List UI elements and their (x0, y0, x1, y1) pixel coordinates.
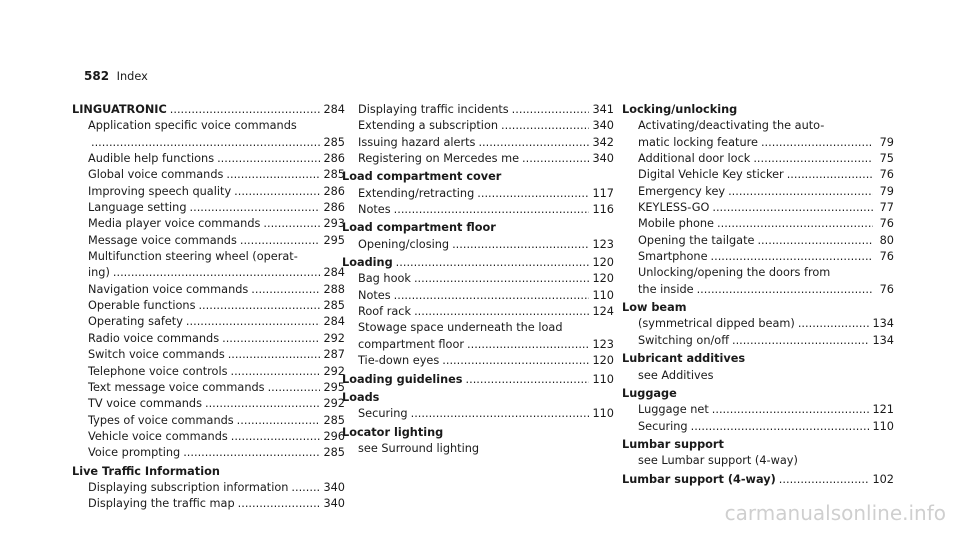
entry-text: Loading (342, 256, 393, 270)
index-subentry[interactable] (342, 337, 614, 353)
entry-text: Navigation voice commands (88, 282, 249, 296)
index-subentry[interactable] (72, 282, 345, 298)
entry-text: Bag hook (358, 272, 411, 286)
dot-leader (198, 298, 320, 314)
dot-leader (222, 331, 320, 347)
dot-leader (226, 167, 320, 183)
entry-text: Radio voice commands (88, 331, 220, 345)
entry-text: matic locking feature (638, 135, 758, 149)
dot-leader (291, 480, 320, 496)
dot-leader (477, 186, 589, 202)
index-heading (342, 390, 614, 406)
index-subentry[interactable] (72, 151, 345, 167)
entry-text: Additional door lock (638, 152, 751, 166)
entry-text: Lumbar support (622, 437, 724, 451)
dot-leader (711, 249, 873, 265)
index-subentry[interactable] (622, 216, 894, 232)
page-reference[interactable]: 285 (323, 299, 345, 313)
dot-leader (231, 429, 321, 445)
entry-text: Loads (342, 390, 380, 404)
entry-text: Voice prompting (88, 446, 181, 460)
dot-leader (753, 151, 873, 167)
entry-text: Types of voice commands (88, 413, 234, 427)
entry-text: Application specific voice commands (88, 119, 297, 133)
index-subentry[interactable] (72, 496, 345, 512)
page-reference[interactable]: 286 (323, 152, 345, 166)
index-heading (72, 464, 345, 480)
index-subentry[interactable] (342, 202, 614, 218)
page-reference[interactable]: 293 (323, 217, 345, 231)
entry-text: Lumbar support (4-way) (622, 472, 776, 486)
page-reference[interactable]: 292 (323, 397, 345, 411)
index-column-2 (342, 102, 614, 457)
page-reference[interactable]: 285 (323, 168, 345, 182)
entry-text: Locator lighting (342, 425, 444, 439)
index-subentry[interactable] (622, 151, 894, 167)
entry-text: Displaying subscription information (88, 480, 289, 494)
page-reference[interactable]: 340 (592, 119, 614, 133)
entry-text: Message voice commands (88, 233, 237, 247)
page-reference[interactable]: 287 (323, 348, 345, 362)
entry-text: Vehicle voice commands (88, 429, 228, 443)
entry-text: Operating safety (88, 315, 183, 329)
index-heading (622, 300, 894, 316)
page-reference[interactable]: 102 (872, 472, 894, 486)
entry-text: Notes (358, 288, 391, 302)
index-subentry[interactable] (72, 331, 345, 347)
index-subentry (622, 265, 894, 281)
entry-text: (symmetrical dipped beam) (638, 317, 795, 331)
dot-leader (183, 445, 320, 461)
page-reference[interactable]: 76 (879, 217, 894, 231)
entry-text: Securing (638, 419, 688, 433)
page-header (84, 69, 148, 83)
entry-text: see Surround lighting (358, 441, 480, 455)
page-reference[interactable]: 286 (323, 184, 345, 198)
index-subentry[interactable] (72, 480, 345, 496)
entry-text: Displaying the traffic map (88, 497, 235, 511)
dot-leader (691, 419, 870, 435)
index-subentry[interactable] (622, 233, 894, 249)
entry-text: Stowage space underneath the load (358, 321, 563, 335)
page-reference[interactable]: 76 (879, 168, 894, 182)
dot-leader (712, 402, 870, 418)
dot-leader (186, 314, 321, 330)
dot-leader (394, 202, 590, 218)
index-subentry (72, 249, 345, 265)
index-subentry[interactable] (342, 118, 614, 134)
entry-text: Switch voice commands (88, 348, 225, 362)
index-subentry[interactable] (342, 353, 614, 369)
index-subentry[interactable] (622, 184, 894, 200)
page-number: 582 (84, 69, 110, 83)
dot-leader (251, 282, 320, 298)
entry-text: Smartphone (638, 250, 708, 264)
entry-text: Emergency key (638, 184, 726, 198)
entry-text: Telephone voice controls (88, 364, 228, 378)
entry-text: see Lumbar support (4-way) (638, 454, 798, 468)
dot-leader (263, 216, 320, 232)
page-reference[interactable]: 123 (592, 237, 614, 251)
page-reference[interactable]: 75 (879, 152, 894, 166)
index-subentry (622, 453, 894, 469)
page-reference[interactable]: 110 (592, 288, 614, 302)
page-reference[interactable]: 340 (323, 497, 345, 511)
entry-text: Global voice commands (88, 168, 224, 182)
page-reference[interactable]: 120 (592, 354, 614, 368)
index-subentry (622, 368, 894, 384)
index-subentry[interactable] (342, 288, 614, 304)
index-subentry[interactable] (72, 347, 345, 363)
dot-leader (231, 364, 321, 380)
index-subentry[interactable] (622, 316, 894, 332)
entry-text: Multifunction steering wheel (operat- (88, 250, 298, 264)
page-reference[interactable]: 284 (323, 266, 345, 280)
dot-leader (732, 333, 869, 349)
page-reference[interactable]: 80 (879, 233, 894, 247)
dot-leader (217, 151, 320, 167)
entry-text: Mobile phone (638, 217, 715, 231)
index-subentry[interactable] (622, 333, 894, 349)
entry-text: Switching on/off (638, 333, 729, 347)
entry-text: Text message voice commands (88, 380, 265, 394)
index-subentry[interactable] (622, 402, 894, 418)
index-subentry[interactable] (622, 282, 894, 298)
page-reference[interactable]: 116 (592, 203, 614, 217)
dot-leader (205, 396, 320, 412)
entry-text: Load compartment cover (342, 170, 502, 184)
dot-leader (501, 118, 589, 134)
page-reference[interactable]: 295 (323, 380, 345, 394)
page-reference[interactable]: 123 (592, 337, 614, 351)
entry-text: Improving speech quality (88, 184, 232, 198)
page-reference[interactable]: 110 (872, 419, 894, 433)
dot-leader (228, 347, 321, 363)
page-reference[interactable]: 284 (323, 315, 345, 329)
page-reference[interactable]: 288 (323, 282, 345, 296)
page-reference[interactable]: 286 (323, 201, 345, 215)
dot-leader (779, 472, 870, 488)
page-reference[interactable]: 110 (592, 372, 614, 386)
entry-text: Issuing hazard alerts (358, 135, 476, 149)
dot-leader (113, 265, 321, 281)
entry-text: Opening/closing (358, 237, 450, 251)
dot-leader (466, 372, 590, 388)
index-subentry[interactable] (342, 237, 614, 253)
dot-leader (91, 135, 320, 151)
page-reference[interactable]: 341 (592, 103, 614, 116)
index-subentry[interactable] (72, 298, 345, 314)
dot-leader (234, 184, 320, 200)
dot-leader (522, 151, 589, 167)
entry-text: Unlocking/opening the doors from (638, 266, 831, 280)
entry-text: Operable functions (88, 299, 196, 313)
index-heading (622, 386, 894, 402)
dot-leader (442, 353, 589, 369)
entry-text: Load compartment floor (342, 221, 496, 235)
index-subentry[interactable] (72, 167, 345, 183)
dot-leader (512, 102, 590, 118)
entry-text: KEYLESS-GO (638, 201, 710, 215)
dot-leader (467, 337, 589, 353)
entry-text: Luggage (622, 386, 677, 400)
dot-leader (452, 237, 589, 253)
dot-leader (394, 288, 590, 304)
index-heading[interactable] (622, 472, 894, 488)
page-reference[interactable]: 76 (879, 282, 894, 296)
entry-text: Roof rack (358, 305, 412, 319)
dot-leader (787, 167, 873, 183)
entry-text: Activating/deactivating the auto- (638, 119, 825, 133)
dot-leader (170, 102, 321, 118)
entry-text: Registering on Mercedes me (358, 152, 520, 166)
index-subentry[interactable] (342, 304, 614, 320)
entry-text: Notes (358, 203, 391, 217)
page-reference[interactable]: 292 (323, 364, 345, 378)
dot-leader (712, 200, 873, 216)
dot-leader (268, 380, 321, 396)
index-subentry (72, 118, 345, 134)
page-reference[interactable]: 79 (879, 135, 894, 149)
dot-leader (411, 406, 590, 422)
dot-leader (697, 282, 873, 298)
index-subentry[interactable] (622, 419, 894, 435)
entry-text: Lubricant additives (622, 352, 746, 366)
page-reference[interactable]: 121 (872, 403, 894, 417)
index-subentry[interactable] (342, 271, 614, 287)
index-subentry[interactable] (72, 216, 345, 232)
dot-leader (414, 271, 589, 287)
index-subentry[interactable] (72, 429, 345, 445)
dot-leader (238, 496, 321, 512)
entry-text: Locking/unlocking (622, 103, 738, 116)
page-reference[interactable]: 124 (592, 305, 614, 319)
page-reference[interactable]: 110 (592, 407, 614, 421)
index-subentry[interactable] (622, 249, 894, 265)
index-heading[interactable] (72, 102, 345, 118)
entry-text: Digital Vehicle Key sticker (638, 168, 784, 182)
page-reference[interactable]: 285 (323, 413, 345, 427)
entry-text: Extending a subscription (358, 119, 499, 133)
page-reference[interactable]: 340 (323, 480, 345, 494)
index-subentry[interactable] (72, 396, 345, 412)
dot-leader (240, 233, 321, 249)
page-reference[interactable]: 134 (872, 333, 894, 347)
index-column-3 (622, 102, 894, 488)
index-subentry[interactable] (72, 380, 345, 396)
page-reference[interactable]: 296 (323, 429, 345, 443)
index-subentry[interactable] (342, 186, 614, 202)
index-subentry[interactable] (72, 135, 345, 151)
index-subentry[interactable] (72, 445, 345, 461)
index-subentry[interactable] (72, 265, 345, 281)
watermark: carmanualsonline.info (724, 501, 946, 525)
entry-text: Displaying traffic incidents (358, 103, 509, 116)
entry-text: Extending/retracting (358, 186, 475, 200)
dot-leader (237, 413, 321, 429)
index-heading (622, 351, 894, 367)
entry-text: Tie-down eyes (358, 354, 440, 368)
index-heading (622, 102, 894, 118)
index-subentry[interactable] (72, 314, 345, 330)
page-reference[interactable]: 120 (592, 272, 614, 286)
index-heading (342, 169, 614, 185)
entry-text: Media player voice commands (88, 217, 261, 231)
page-reference[interactable]: 284 (323, 103, 345, 116)
index-column-1 (72, 102, 345, 513)
index-subentry (342, 320, 614, 336)
page-reference[interactable]: 77 (879, 201, 894, 215)
index-subentry[interactable] (342, 406, 614, 422)
dot-leader (728, 184, 873, 200)
entry-text: ing) (88, 266, 110, 280)
index-heading (342, 425, 614, 441)
page-title: Index (116, 70, 148, 83)
index-subentry[interactable] (342, 151, 614, 167)
page-reference[interactable]: 79 (879, 184, 894, 198)
index-subentry (342, 441, 614, 457)
index-subentry[interactable] (72, 364, 345, 380)
page-reference[interactable]: 342 (592, 135, 614, 149)
entry-text: Luggage net (638, 403, 709, 417)
index-subentry[interactable] (342, 102, 614, 118)
page-reference[interactable]: 340 (592, 152, 614, 166)
index-heading[interactable] (342, 255, 614, 271)
dot-leader (798, 316, 870, 332)
index-subentry[interactable] (342, 135, 614, 151)
entry-text: Loading guidelines (342, 372, 463, 386)
entry-text: LINGUATRONIC (72, 103, 167, 116)
index-subentry[interactable] (622, 200, 894, 216)
entry-text: Low beam (622, 301, 687, 315)
index-subentry[interactable] (622, 135, 894, 151)
entry-text: Audible help functions (88, 152, 215, 166)
page-reference[interactable]: 285 (323, 446, 345, 460)
index-subentry[interactable] (72, 200, 345, 216)
page-reference[interactable]: 134 (872, 317, 894, 331)
dot-leader (190, 200, 321, 216)
page-reference[interactable]: 285 (323, 135, 345, 149)
index-subentry[interactable] (72, 184, 345, 200)
entry-text: Live Traffic Information (72, 464, 220, 478)
dot-leader (761, 135, 873, 151)
index-subentry[interactable] (622, 167, 894, 183)
page-reference[interactable]: 76 (879, 250, 894, 264)
dot-leader (414, 304, 589, 320)
entry-text: Opening the tailgate (638, 233, 755, 247)
index-heading[interactable] (342, 372, 614, 388)
index-heading (342, 220, 614, 236)
entry-text: TV voice commands (88, 397, 202, 411)
entry-text: the inside (638, 282, 694, 296)
dot-leader (396, 255, 590, 271)
dot-leader (757, 233, 873, 249)
page-reference[interactable]: 117 (592, 186, 614, 200)
dot-leader (717, 216, 873, 232)
entry-text: see Additives (638, 368, 714, 382)
page-reference[interactable]: 295 (323, 233, 345, 247)
dot-leader (478, 135, 589, 151)
entry-text: Securing (358, 407, 408, 421)
page-reference[interactable]: 120 (592, 256, 614, 270)
index-subentry[interactable] (72, 413, 345, 429)
entry-text: compartment floor (358, 337, 465, 351)
entry-text: Language setting (88, 201, 187, 215)
index-subentry[interactable] (72, 233, 345, 249)
index-heading (622, 437, 894, 453)
page-reference[interactable]: 292 (323, 331, 345, 345)
index-subentry (622, 118, 894, 134)
